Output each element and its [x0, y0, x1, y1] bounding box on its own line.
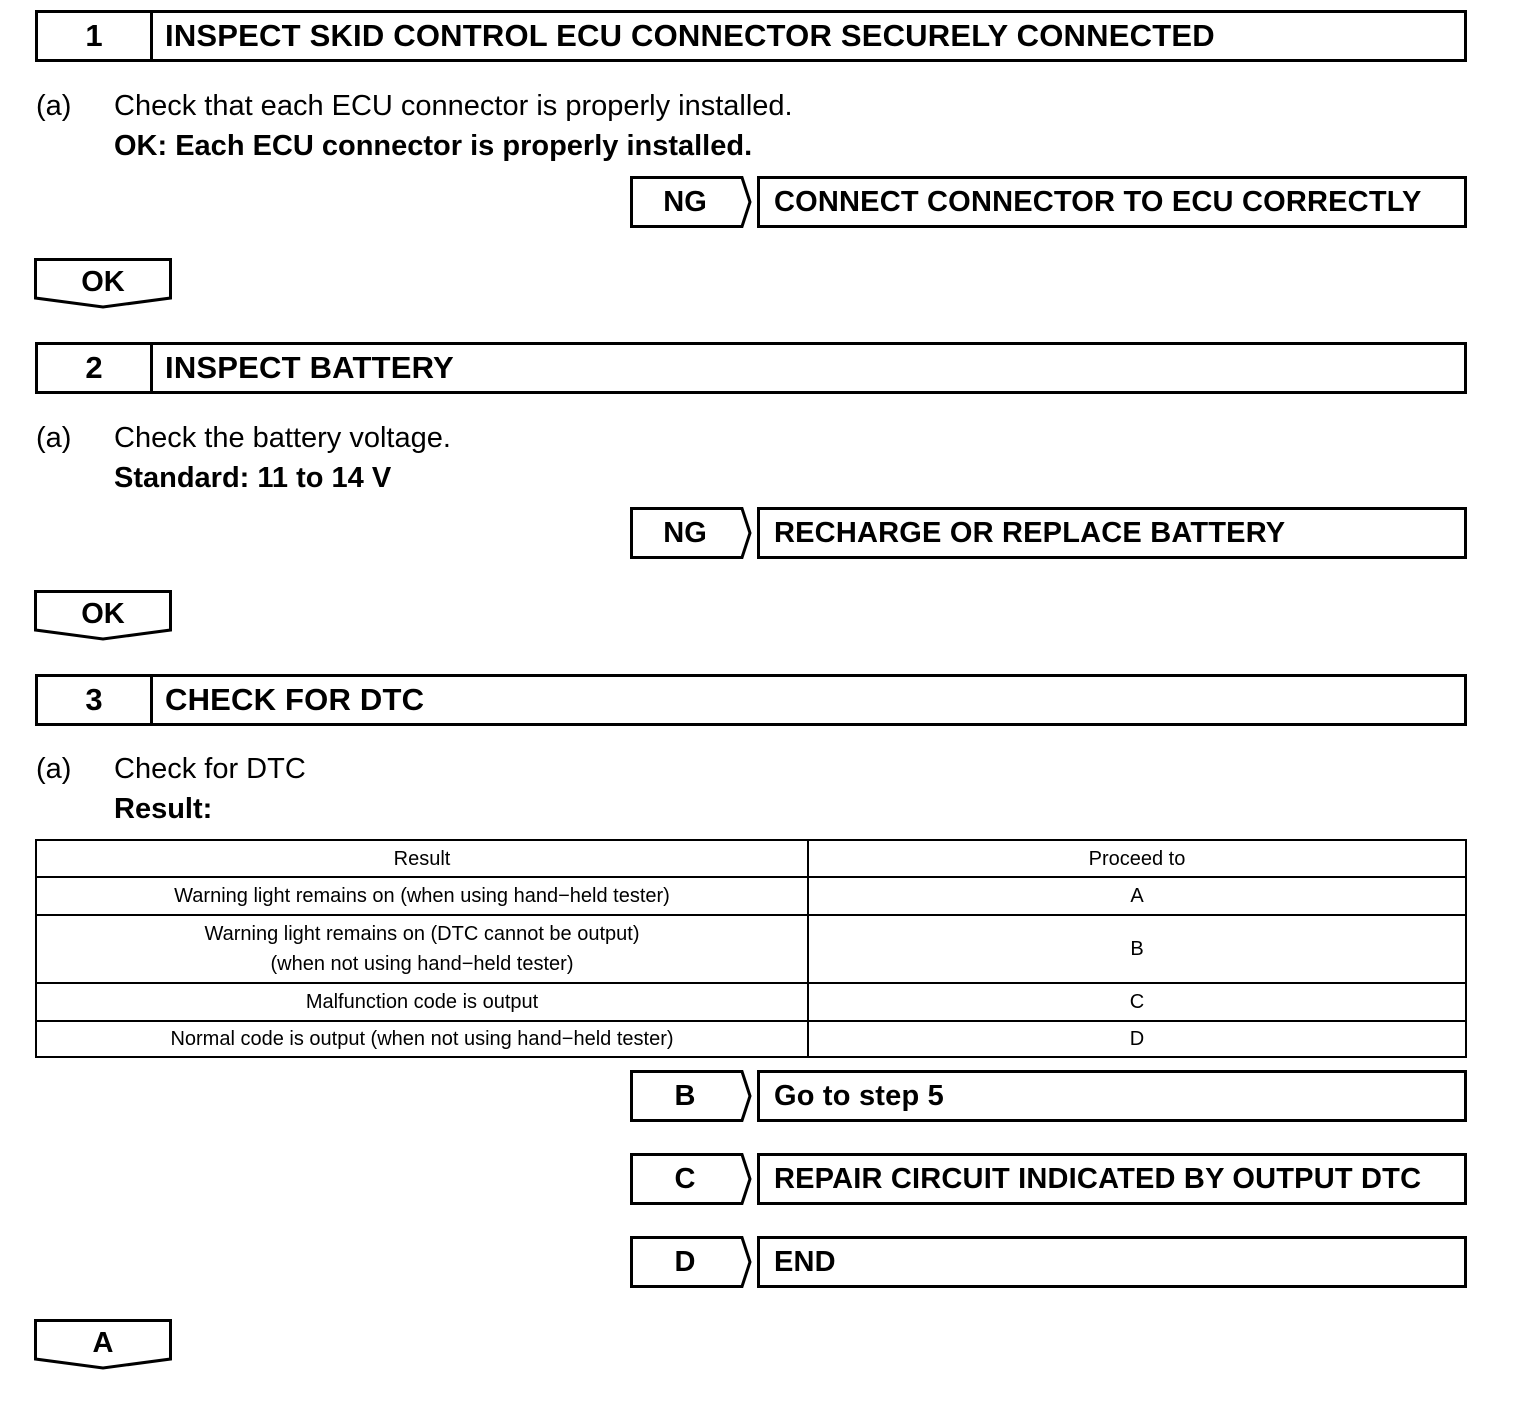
- instruction-text: Check for DTC: [114, 753, 306, 785]
- table-row: [36, 915, 1466, 983]
- step-number: 1: [38, 13, 153, 59]
- sub-item-label: (a): [36, 753, 72, 785]
- sub-item-label: (a): [36, 422, 72, 454]
- step-2-header: [35, 342, 1467, 394]
- table-cell-result: Malfunction code is output: [36, 983, 808, 1021]
- branch-tag-ng: [630, 507, 752, 559]
- branch-tag-b: [630, 1070, 752, 1122]
- branch-result-box: REPAIR CIRCUIT INDICATED BY OUTPUT DTC: [757, 1153, 1467, 1205]
- step-number: 2: [38, 345, 153, 391]
- step-1-header: [35, 10, 1467, 62]
- standard-text: Standard: 11 to 14 V: [114, 462, 392, 494]
- branch-tag-label: C: [674, 1162, 696, 1195]
- a-down-tag: [34, 1319, 172, 1371]
- step-3-header: [35, 674, 1467, 726]
- branch-result-box: Go to step 5: [757, 1070, 1467, 1122]
- table-cell-proceed: C: [808, 983, 1466, 1021]
- table-cell-result: Normal code is output (when not using hand−held tester): [36, 1021, 808, 1057]
- standard-text: OK: Each ECU connector is properly installed.: [114, 130, 753, 162]
- table-header-cell: Result: [36, 840, 808, 877]
- ok-down-tag: [34, 590, 172, 642]
- branch-tag-c: [630, 1153, 752, 1205]
- step-title: INSPECT SKID CONTROL ECU CONNECTOR SECURELY CONNECTED: [165, 18, 1215, 53]
- ok-down-tag: [34, 258, 172, 310]
- ok-tag-label: OK: [81, 265, 125, 298]
- table-cell-line: (when not using hand−held tester): [270, 953, 574, 975]
- branch-tag-label: NG: [663, 516, 707, 549]
- instruction-text: Check the battery voltage.: [114, 422, 451, 454]
- branch-result-box: CONNECT CONNECTOR TO ECU CORRECTLY: [757, 176, 1467, 228]
- table-cell-proceed: D: [808, 1021, 1466, 1057]
- table-row: [36, 1021, 1466, 1057]
- result-table: [35, 839, 1467, 1058]
- branch-tag-d: [630, 1236, 752, 1288]
- table-cell-result: [36, 915, 808, 983]
- branch-result-box: RECHARGE OR REPLACE BATTERY: [757, 507, 1467, 559]
- table-row: [36, 983, 1466, 1021]
- table-row: [36, 877, 1466, 915]
- table-header-row: [36, 840, 1466, 877]
- step-number: 3: [38, 677, 153, 723]
- table-cell-result: Warning light remains on (when using hand−held tester): [36, 877, 808, 915]
- branch-tag-label: NG: [663, 185, 707, 218]
- branch-tag-ng: [630, 176, 752, 228]
- a-tag-label: A: [92, 1326, 114, 1359]
- step-title: CHECK FOR DTC: [165, 682, 425, 717]
- table-cell-line: Warning light remains on (DTC cannot be output): [204, 923, 640, 945]
- sub-item-label: (a): [36, 90, 72, 122]
- table-cell-proceed: B: [808, 915, 1466, 983]
- table-cell-proceed: A: [808, 877, 1466, 915]
- branch-tag-label: D: [674, 1245, 696, 1278]
- result-label: Result:: [114, 793, 213, 825]
- step-title: INSPECT BATTERY: [165, 350, 454, 385]
- branch-result-box: END: [757, 1236, 1467, 1288]
- instruction-text: Check that each ECU connector is properly installed.: [114, 90, 793, 122]
- branch-tag-label: B: [674, 1079, 696, 1112]
- table-header-cell: Proceed to: [808, 840, 1466, 877]
- ok-tag-label: OK: [81, 597, 125, 630]
